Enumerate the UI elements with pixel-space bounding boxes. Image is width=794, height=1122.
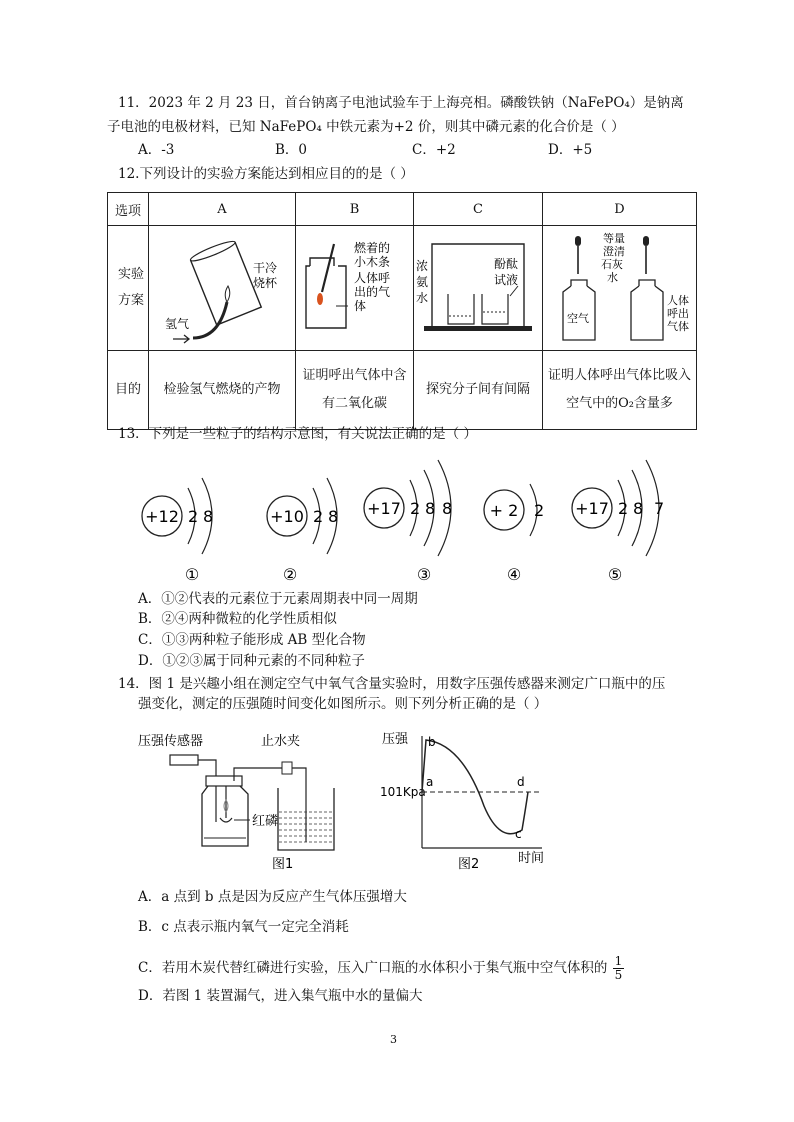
gas-bottle xyxy=(202,786,248,846)
particle-label: ④ xyxy=(506,565,522,584)
flame-icon xyxy=(225,286,230,302)
label-b-4: 出的气 xyxy=(354,285,391,299)
label-beaker-2: 烧杯 xyxy=(253,276,278,290)
bottle-right xyxy=(631,280,663,340)
wood-stick xyxy=(322,244,334,292)
label-c-4: 酚酞 xyxy=(494,257,519,271)
particle-4 xyxy=(484,484,544,584)
shell-electrons: 2 xyxy=(188,507,199,526)
scheme-d-cell xyxy=(543,226,697,351)
q12-stem: 12.下列设计的实验方案能达到相应目的的是（ ） xyxy=(118,166,414,182)
figure-c-ammonia xyxy=(414,226,542,346)
scheme-label-line1: 实验 xyxy=(118,267,145,282)
q13-option-a: A．①②代表的元素位于元素周期表中同一周期 xyxy=(138,591,418,607)
q13-particle-diagrams xyxy=(130,448,690,588)
label-d-air: 空气 xyxy=(567,312,589,325)
label-c-5: 试液 xyxy=(494,273,519,287)
q13-stem: 13．下列是一些粒子的结构示意图，有关说法正确的是（ ） xyxy=(118,426,477,442)
q14-line1: 14．图 1 是兴趣小组在测定空气中氧气含量实验时，用数字压强传感器来测定广口瓶中的压 xyxy=(118,676,666,692)
shell-electrons: 2 xyxy=(410,499,421,518)
small-beaker-left xyxy=(448,294,474,324)
label-c-2: 氨 xyxy=(416,275,429,289)
label-d-6: 呼出 xyxy=(667,307,689,320)
goal-a: 检验氢气燃烧的产物 xyxy=(149,351,296,430)
label-b-1: 燃着的 xyxy=(354,241,391,255)
x-axis-label: 时间 xyxy=(518,851,545,866)
label-d-2: 澄清 xyxy=(603,245,625,258)
flame-icon xyxy=(317,293,323,305)
arrow-icon xyxy=(173,335,189,343)
shell-electrons: 2 xyxy=(313,507,324,526)
label-d-7: 气体 xyxy=(667,320,689,333)
particle-1 xyxy=(142,478,213,584)
dropper-bulb-right xyxy=(643,236,649,246)
gas-bottle xyxy=(306,258,346,328)
q13-option-d: D．①②③属于同种元素的不同种粒子 xyxy=(138,653,365,669)
base-plate xyxy=(424,326,532,331)
reference-label: 101Kpa xyxy=(380,785,426,799)
dropper-bulb-left xyxy=(575,236,581,246)
small-beaker-right xyxy=(482,294,508,324)
label-beaker-1: 干冷 xyxy=(253,261,278,275)
q11-line2: 子电池的电极材料，已知 NaFePO₄ 中铁元素为+2 价，则其中磷元素的化合价是（ ） xyxy=(107,119,625,135)
pressure-curve xyxy=(422,740,528,834)
particle-5 xyxy=(572,460,664,584)
nucleus-charge: +17 xyxy=(575,499,609,518)
label-b-2: 小木条 xyxy=(354,255,391,269)
label-b-5: 体 xyxy=(354,299,367,313)
table-header-cell: D xyxy=(543,193,697,226)
particle-label: ⑤ xyxy=(607,565,623,584)
q11-line1: 11．2023 年 2 月 23 日，首台钠离子电池试验车于上海亮相。磷酸铁钠（NaFePO₄）是钠离 xyxy=(118,95,684,111)
shell-electrons: 8 xyxy=(203,507,214,526)
label-d-3: 石灰 xyxy=(601,258,623,271)
figure2-caption: 图2 xyxy=(458,857,480,872)
shell-electrons: 2 xyxy=(534,501,545,520)
scheme-label-line2: 方案 xyxy=(118,293,145,308)
nucleus-charge: + 2 xyxy=(489,501,519,520)
figure-b-breath-test xyxy=(296,226,413,346)
particle-2 xyxy=(267,478,338,584)
shell-electrons: 8 xyxy=(328,507,339,526)
goal-b: 证明呼出气体中含有二氧化碳 xyxy=(296,351,414,430)
point-c: c xyxy=(515,827,522,841)
q14-figure1-apparatus xyxy=(136,726,366,874)
label-d-4: 水 xyxy=(607,271,618,284)
label-d-1: 等量 xyxy=(603,232,625,245)
table-header-cell: A xyxy=(149,193,296,226)
q11-option-b: B．0 xyxy=(275,142,308,158)
scheme-b-cell xyxy=(296,226,414,351)
y-axis-label: 压强 xyxy=(382,732,409,747)
particle-3 xyxy=(364,460,452,584)
point-b: b xyxy=(428,735,436,749)
label-hydrogen: 氢气 xyxy=(165,317,190,331)
water-clip xyxy=(282,762,292,774)
nucleus-charge: +10 xyxy=(270,507,304,526)
q11-option-d: D．+5 xyxy=(548,142,593,158)
figure-a-hydrogen-burning xyxy=(149,226,295,346)
q13-option-c: C．①③两种粒子能形成 AB 型化合物 xyxy=(138,632,366,648)
q12-table xyxy=(107,192,697,430)
q14-option-c: C．若用木炭代替红磷进行实验，压入广口瓶的水体积小于集气瓶中空气体积的 $\frac{1}{5}$ xyxy=(138,954,623,982)
shell-electrons: 8 xyxy=(633,499,644,518)
shell-electrons: 2 xyxy=(618,499,629,518)
shell-electrons: 8 xyxy=(425,499,436,518)
q11-option-c: C．+2 xyxy=(412,142,456,158)
label-c-1: 浓 xyxy=(416,259,429,273)
label-sensor: 压强传感器 xyxy=(138,734,204,749)
table-header-cell: C xyxy=(414,193,543,226)
goal-label: 目的 xyxy=(108,351,149,430)
bottle-left xyxy=(563,280,595,340)
connecting-tube xyxy=(234,768,306,842)
goal-d: 证明人体呼出气体比吸入空气中的O₂含量多 xyxy=(543,351,697,430)
shell-electrons: 7 xyxy=(654,499,665,518)
fraction: $\frac{1}{5}$ xyxy=(614,954,623,982)
particle-label: ③ xyxy=(416,565,432,584)
beaker-shape xyxy=(191,242,262,325)
figure1-caption: 图1 xyxy=(272,857,294,872)
label-phosphorus: 红磷 xyxy=(252,814,279,829)
table-header-cell: B xyxy=(296,193,414,226)
beaker-rim xyxy=(189,238,237,263)
q14-option-b: B．c 点表示瓶内氧气一定完全消耗 xyxy=(138,919,349,935)
page-number: 3 xyxy=(390,1033,397,1046)
scheme-c-cell xyxy=(414,226,543,351)
table-header-cell: 选项 xyxy=(108,193,149,226)
q11-option-a: A．-3 xyxy=(138,142,175,158)
nucleus-charge: +12 xyxy=(145,507,179,526)
point-d: d xyxy=(517,775,525,789)
label-c-3: 水 xyxy=(416,291,429,305)
shell-electrons: 8 xyxy=(442,499,453,518)
q14-option-a: A．a 点到 b 点是因为反应产生气体压强增大 xyxy=(138,889,407,905)
label-clip: 止水夹 xyxy=(261,734,301,749)
particle-label: ① xyxy=(184,565,200,584)
nucleus-charge: +17 xyxy=(367,499,401,518)
scheme-a-cell xyxy=(149,226,296,351)
pressure-sensor xyxy=(170,755,198,765)
label-b-3: 人体呼 xyxy=(354,271,391,285)
scheme-label xyxy=(108,226,149,351)
particle-label: ② xyxy=(282,565,298,584)
q14-line2: 强变化，测定的压强随时间变化如图所示。则下列分析正确的是（ ） xyxy=(138,696,548,712)
bottle-stopper xyxy=(206,776,242,786)
point-a: a xyxy=(426,775,434,789)
goal-c: 探究分子间有间隔 xyxy=(414,351,543,430)
q14-figure2-pressure-chart xyxy=(380,726,560,874)
label-d-5: 人体 xyxy=(667,294,689,307)
q13-option-b: B．②④两种微粒的化学性质相似 xyxy=(138,611,337,627)
figure-d-limewater xyxy=(543,226,696,346)
q14-option-d: D．若图 1 装置漏气，进入集气瓶中水的量偏大 xyxy=(138,988,423,1004)
